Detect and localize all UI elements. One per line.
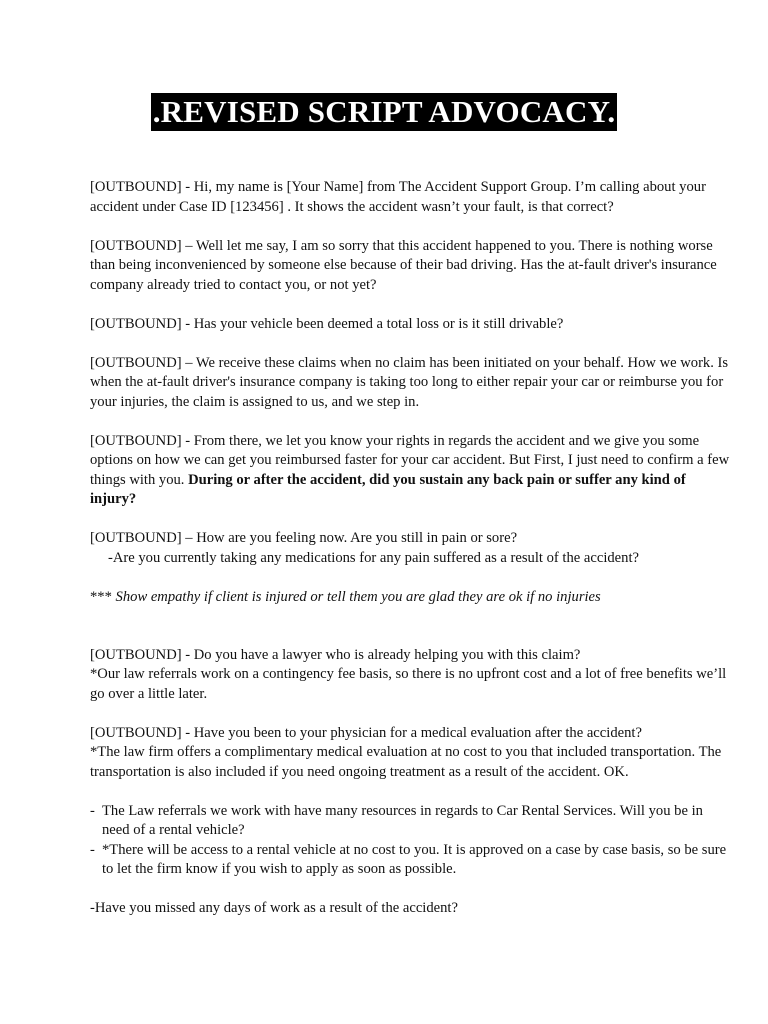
bullet-item-rental-need [90, 802, 730, 841]
physician-question: [OUTBOUND] - Have you been to your physician for a medical evaluation after the accident? [90, 724, 642, 741]
paragraph-empathy-note [90, 588, 730, 608]
paragraph-physician [90, 724, 730, 783]
paragraph-rights-injury-question: During or after the accident, did you sustain any back pain or suffer any kind of injury? [90, 471, 686, 507]
contingency-note: *Our law referrals work on a contingency fee basis, so there is no upfront cost and a lot of free benefits we’ll go over a little later. [90, 666, 727, 702]
rental-bullets [90, 802, 730, 880]
lawyer-question: [OUTBOUND] - Do you have a lawyer who is already helping you with this claim? [90, 646, 581, 663]
paragraph-rights-text: [OUTBOUND] - From there, we let you know your rights in regards the accident and we give you some options on how we can get you reimbursed faster for your car accident. But First, I just need to confirm a few things with you. [90, 432, 730, 488]
bullet-dash: - [90, 841, 95, 858]
empathy-note-text: Show empathy if client is injured or tell them you are glad they are ok if no injuries [115, 588, 601, 605]
paragraph-empathy: [OUTBOUND] – Well let me say, I am so sorry that this accident happened to you. There is nothing worse than being inconvenienced by someone else because of their bad driving. Has the at-fault driver's insurance company already tried to contact you, or not yet? [90, 237, 717, 293]
paragraph-missed-work: -Have you missed any days of work as a result of the accident? [90, 900, 458, 916]
medical-evaluation-note: *The law firm offers a complimentary medical evaluation at no cost to you that included transportation. The transportation is also included if you need ongoing treatment as a result of the accident. OK. [90, 744, 722, 780]
bullet-text: The Law referrals we work with have many resources in regards to Car Rental Services. Will you be in need of a rental vehicle? [102, 802, 703, 838]
bullet-dash: - [90, 802, 95, 819]
title-container [0, 93, 768, 131]
paragraph-how-we-work: [OUTBOUND] – We receive these claims when no claim has been initiated on your behalf. How we work. Is when the at-fault driver's insurance company is taking too long to either repair your car or reimburse you for your injuries, the claim is assigned to us, and we step in. [90, 354, 729, 410]
bullet-item-rental-access [90, 841, 730, 880]
paragraph-lawyer [90, 646, 730, 705]
spacer [90, 627, 730, 646]
bullet-text: *There will be access to a rental vehicle at no cost to you. It is approved on a case by case basis, so be sure to let the firm know if you wish to apply as soon as possible. [102, 841, 727, 877]
paragraph-rights [90, 432, 730, 510]
empathy-note-prefix: *** [90, 588, 116, 605]
feeling-question: [OUTBOUND] – How are you feeling now. Are you still in pain or sore? [90, 530, 518, 546]
paragraph-feeling [90, 529, 730, 568]
script-body [90, 178, 730, 938]
document-title: .REVISED SCRIPT ADVOCACY. [152, 94, 616, 129]
medications-question: -Are you currently taking any medications for any pain suffered as a result of the accident? [108, 549, 639, 566]
paragraph-intro: [OUTBOUND] - Hi, my name is [Your Name] from The Accident Support Group. I’m calling about your accident under Case ID [123456] . It shows the accident wasn’t your fault, is that correct? [90, 179, 706, 215]
paragraph-vehicle-status: [OUTBOUND] - Has your vehicle been deemed a total loss or is it still drivable? [90, 315, 564, 332]
